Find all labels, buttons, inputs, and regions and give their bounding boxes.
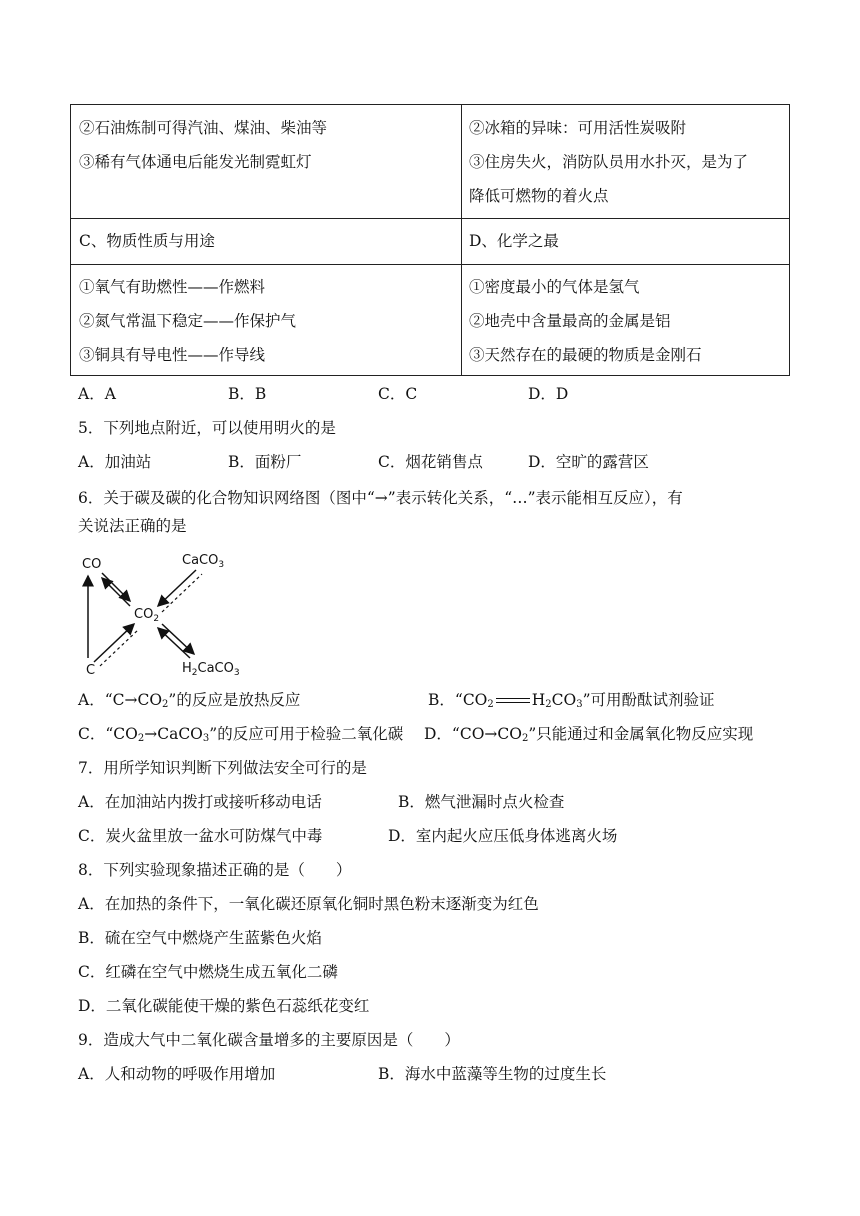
q5-option-c: C．烟花销售点 <box>378 453 483 471</box>
q8-option-d: D．二氧化碳能使干燥的紫色石蕊纸花变红 <box>78 997 370 1015</box>
q5-option-a: A．加油站 <box>78 453 152 471</box>
q6-option-d: D．“$CO\to CO_2$”只能通过和金属氧化物反应实现 <box>424 725 754 744</box>
q8-option-a: A．在加热的条件下，一氧化碳还原氧化铜时黑色粉末逐渐变为红色 <box>78 895 539 913</box>
diagram-label-caco3: CaCO$_3$ <box>182 553 225 570</box>
options-table <box>70 104 790 376</box>
q7-option-c: C．炭火盆里放一盆水可防煤气中毒 <box>78 827 323 845</box>
q9-option-a: A．人和动物的呼吸作用增加 <box>78 1065 276 1083</box>
table-cell-b-right: ②冰箱的异味：可用活性炭吸附 ③住房失火，消防队员用水扑灭，是为了 降低可燃物的着火点 <box>469 119 749 205</box>
q6-stem-line2: 关说法正确的是 <box>78 517 187 535</box>
reversible-arrow-icon <box>494 696 532 706</box>
table-cell-b-left: ②石油炼制可得汽油、煤油、柴油等 ③稀有气体通电后能发光制霓虹灯 <box>79 119 328 171</box>
q8-option-c: C．红磷在空气中燃烧生成五氧化二磷 <box>78 963 338 981</box>
q5-option-b: B．面粉厂 <box>228 453 302 471</box>
q8-option-b: B．硫在空气中燃烧产生蓝紫色火焰 <box>78 929 322 947</box>
carbon-network-diagram <box>78 546 238 678</box>
diagram-label-co2: $CO_2$ <box>134 607 160 624</box>
table-divider <box>71 264 789 265</box>
table-divider <box>461 105 462 375</box>
q9-stem: 9．造成大气中二氧化碳含量增多的主要原因是（ ） <box>78 1031 460 1049</box>
q5-option-d: D．空旷的露营区 <box>528 453 649 471</box>
table-cell-d: ①密度最小的气体是氢气 ②地壳中含量最高的金属是铝 ③天然存在的最硬的物质是金刚石 <box>469 278 702 364</box>
q7-option-b: B．燃气泄漏时点火检查 <box>398 793 565 811</box>
q4-option-b: B．B <box>228 385 267 403</box>
table-header-c: C、物质性质与用途 <box>79 232 215 250</box>
q6-option-c: C．“$CO_2\to CaCO_3$”的反应可用于检验二氧化碳 <box>78 725 404 744</box>
diagram-label-co: CO <box>82 557 102 572</box>
q6-stem-line1: 6．关于碳及碳的化合物知识网络图（图中“→”表示转化关系，“…”表示能相互反应），有 <box>78 489 683 507</box>
q7-option-a: A．在加油站内拨打或接听移动电话 <box>78 793 322 811</box>
table-header-d: D、化学之最 <box>469 232 559 250</box>
q4-option-c: C．C <box>378 385 418 403</box>
table-cell-c: ①氧气有助燃性——作燃料 ②氮气常温下稳定——作保护气 ③铜具有导电性——作导线 <box>79 278 297 364</box>
q5-stem: 5．下列地点附近，可以使用明火的是 <box>78 419 336 437</box>
q4-option-a: A．A <box>78 385 116 403</box>
diagram-label-c: C <box>86 663 96 678</box>
q4-option-d: D．D <box>528 385 569 403</box>
q9-option-b: B．海水中蓝藻等生物的过度生长 <box>378 1065 607 1083</box>
diagram-label-h2co3: $H_2CaCO_3$ <box>182 661 240 678</box>
q7-option-d: D．室内起火应压低身体逃离火场 <box>388 827 618 845</box>
q6-option-a: A．“$C\to CO_2$”的反应是放热反应 <box>78 691 301 710</box>
table-divider <box>71 218 789 219</box>
q7-stem: 7．用所学知识判断下列做法安全可行的是 <box>78 759 367 777</box>
q6-option-b: B．“$CO_2$ $H_2CO_3$”可用酚酞试剂验证 <box>428 691 715 710</box>
q8-stem: 8．下列实验现象描述正确的是（ ） <box>78 861 352 879</box>
